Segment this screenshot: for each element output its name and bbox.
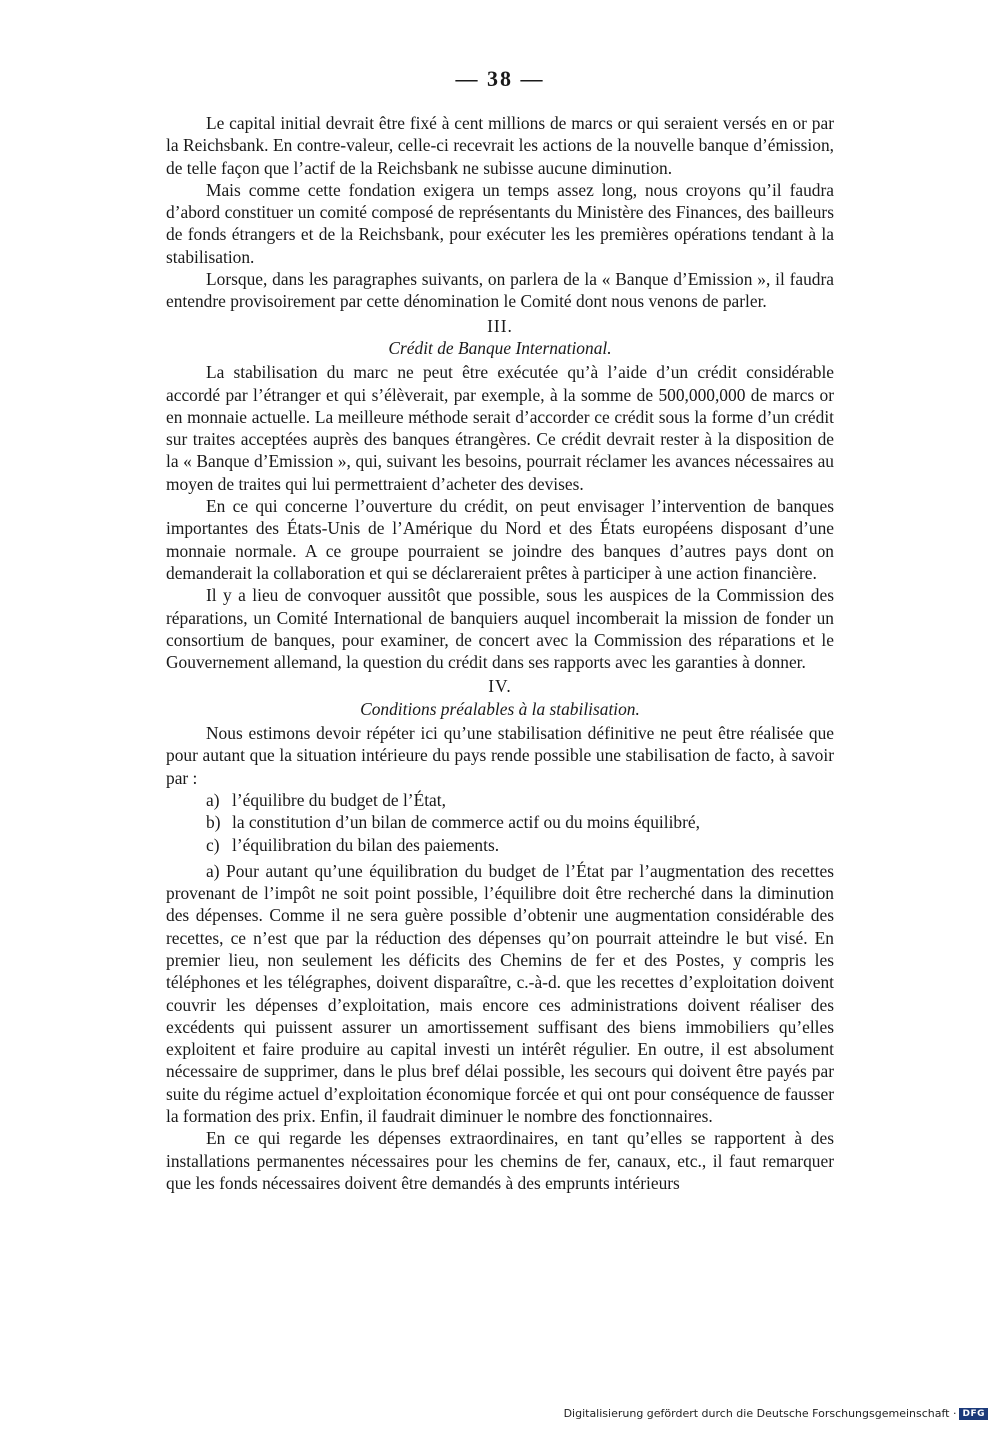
- paragraph: Nous estimons devoir répéter ici qu’une stabilisation définitive ne peut être réalisée que pour autant que la situation intérieure du pays rende possible une stabilisation de facto, à savoir par :: [166, 723, 834, 788]
- section-title: Crédit de Banque International.: [388, 337, 612, 358]
- paragraph: Il y a lieu de convoquer aussitôt que possible, sous les auspices de la Commission des réparations, un Comité International de banquiers auquel incomberait la mission de fonder un consortium de banques, pour examiner, de concert avec la Commission des réparations et le Gouvernement allemand, la question du crédit dans ses rapports avec les garanties à donner.: [166, 585, 834, 673]
- list-item: [166, 834, 834, 856]
- paragraph: En ce qui concerne l’ouverture du crédit, on peut envisager l’intervention de banques importantes des États-Unis de l’Amérique du Nord et des États européens disposant d’une monnaie normale. A ce groupe pourraient se joindre des banques d’autres pays dont on demanderait la collaboration et qui se déclareraient prêtes à participer à une action financière.: [166, 496, 834, 583]
- list-label: b): [206, 812, 221, 833]
- paragraph: Mais comme cette fondation exigera un temps assez long, nous croyons qu’il faudra d’abord constituer un comité composé de représentants du Ministère des Finances, des bailleurs de fonds étrangers et de la Reichsbank, pour exécuter les les premières opérations tendant à la stabilisation.: [166, 179, 834, 267]
- page-number: — 38 —: [455, 66, 545, 91]
- paragraph: En ce qui regarde les dépenses extraordinaires, en tant qu’elles se rapportent à des installations permanentes nécessaires pour les chemins de fer, canaux, etc., il faut remarquer que les fonds nécessaires doivent être demandés à des emprunts intérieurs: [166, 1128, 834, 1193]
- list-label: a): [206, 789, 220, 810]
- list-text: l’équilibration du bilan des paiements.: [232, 834, 500, 855]
- list-item: [166, 789, 834, 811]
- list-item: [166, 811, 834, 833]
- paragraph: Le capital initial devrait être fixé à cent millions de marcs or qui seraient versés en or par la Reichsbank. En contre-valeur, celle-ci recevrait les actions de la nouvelle banque d’émission, de telle façon que l’actif de la Reichsbank ne subisse aucune diminution.: [166, 113, 834, 178]
- paragraph: Lorsque, dans les paragraphes suivants, on parlera de la « Banque d’Emission », il faudra entendre provisoirement par cette dénomination le Comité dont nous venons de parler.: [166, 269, 834, 312]
- section-number: IV.: [488, 676, 512, 697]
- list-text: la constitution d’un bilan de commerce actif ou du moins équilibré,: [232, 812, 700, 833]
- section-number: III.: [487, 315, 513, 336]
- dfg-logo: DFG: [959, 1408, 988, 1420]
- paragraph: a) Pour autant qu’une équilibration du budget de l’État par l’augmentation des recettes provenant de l’impôt ne soit point possible, l’équilibre doit être recherché dans la diminution des dépenses. Comme il ne sera guère possible d’obtenir une augmentation considérable des recettes, ce n’est que par la réduction des dépenses qu’on pourrait atteindre le but visé. En premier lieu, non seulement les déficits des Chemins de fer et des Postes, y compris les téléphones et les télégraphes, doivent disparaître, c.-à-d. que les recettes d’exploitation doivent couvrir les dépenses d’exploitation, mais encore ces administrations doivent réaliser des excédents qui puissent assurer un amortissement suffisant des biens immobiliers qu’elles exploitent et faire produire au capital investi un intérêt régulier. En outre, il est absolument nécessaire de supprimer, dans le plus bref délai possible, les secours qui doivent être payés par suite du régime actuel d’exploitation économique forcée et qui ont pour conséquence de fausser la formation des prix. Enfin, il faudrait diminuer le nombre des fonctionnaires.: [166, 860, 834, 1127]
- page-body: [166, 112, 834, 1194]
- paragraph: La stabilisation du marc ne peut être exécutée qu’à l’aide d’un crédit considérable accordé par l’étranger et qui s’élèverait, par exemple, à la somme de 500,000,000 de marcs or en monnaie actuelle. La meilleure méthode serait d’accorder ce crédit sous la forme d’un crédit sur traites acceptées auprès des banques étrangères. Ce crédit devrait rester à la disposition de la « Banque d’Emission », qui, suivant les besoins, pourrait réclamer les avances nécessaires au moyen de traites qui lui permettraient d’acheter des devises.: [166, 362, 834, 494]
- section-title: Conditions préalables à la stabilisation.: [360, 698, 640, 719]
- footer-text: Digitalisierung gefördert durch die Deutsche Forschungsgemeinschaft ·: [563, 1407, 957, 1420]
- list-text: l’équilibre du budget de l’État,: [232, 789, 446, 810]
- list-label: c): [206, 834, 220, 855]
- footer: [564, 1407, 988, 1420]
